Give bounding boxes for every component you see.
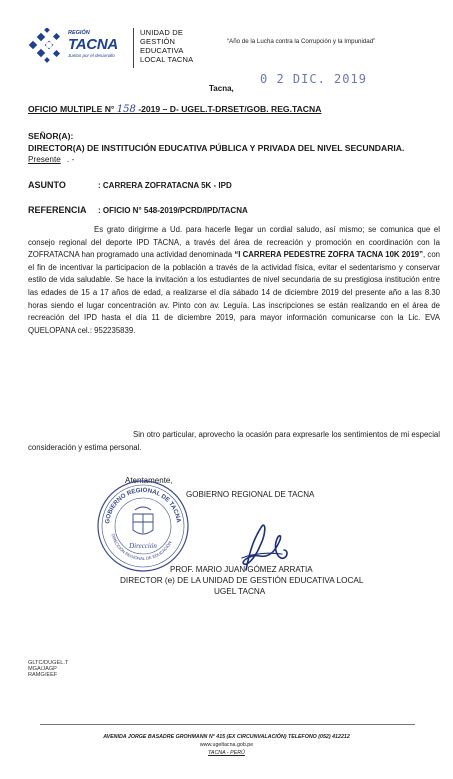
reference-initials-3: RAMG/EEF xyxy=(28,672,58,678)
unit-line-2: GESTIÓN xyxy=(140,37,176,46)
footer-address: AVENIDA JORGE BASADRE GROHMANN N° 415 (EX CIRCUNVALACIÓN) TELEFONO (052) 412212 xyxy=(103,734,350,740)
date-stamp: 0 2 DIC. 2019 xyxy=(260,72,367,86)
reference-initials-2: MGA/JAGP xyxy=(28,666,57,672)
footer-website: www.ugeltacna.gob.pe xyxy=(199,742,254,748)
referencia-label: REFERENCIA xyxy=(28,205,87,215)
unit-line-1: UNIDAD DE xyxy=(140,28,184,37)
reference-initials-1: GLTC/DUGEL.T xyxy=(28,660,69,666)
seal-center-text: Dirección xyxy=(129,542,157,550)
asunto-value: : CARRERA ZOFRATACNA 5K - IPD xyxy=(98,181,232,190)
event-name: “I CARRERA PEDESTRE ZOFRA TACNA 10K 2019” xyxy=(234,250,424,260)
oficio-number: 158 xyxy=(116,104,136,115)
signer-name: PROF. MARIO JUAN GÓMEZ ARRATIA xyxy=(170,565,313,574)
year-motto: “Año de la Lucha contra la Corrupción y la Impunidad” xyxy=(227,38,376,45)
oficio-prefix: OFICIO MULTIPLE N° xyxy=(28,104,115,114)
header-divider xyxy=(133,28,134,68)
signer-office: UGEL TACNA xyxy=(214,587,266,596)
gobierno-regional-label: GOBIERNO REGIONAL DE TACNA xyxy=(186,490,315,499)
signer-position: DIRECTOR (e) DE LA UNIDAD DE GESTIÓN EDUCATIVA LOCAL xyxy=(120,576,364,585)
footer-divider xyxy=(40,724,415,725)
body-paragraph xyxy=(28,224,440,337)
place-label: Tacna, xyxy=(209,84,234,93)
unit-line-4: LOCAL TACNA xyxy=(140,55,194,64)
logo-region-text: REGIÓN xyxy=(68,30,90,36)
oficio-suffix: -2019 – D- UGEL.T-DRSET/GOB. REG.TACNA xyxy=(138,104,322,114)
referencia-value: : OFICIO N° 548-2019/PCRD/IPD/TACNA xyxy=(98,206,248,215)
body-text-c: , con el fin de incentivar la participacion de la población a través de la actividad física, evitar el sedentarismo y conservar estilo de vida saludable. Se hace la invitación a los estudiantes de nivel secundaria de su prestigiosa institución entre las edades de 15 a 17 años de edad, a realizarse el día sábado 14 de diciembre 2019 del presente año a las 8.30 horas siendo el lugar concentración av. Pinto con av. Leguía. Las inscripciones se están realizando en el área de recreación del IPD hasta el día 11 de diciembre 2019, para mayor información comunicarse con la Lic. EVA QUELOPANA cel.: 952235839. xyxy=(28,250,440,335)
body-text-a: Es grato dirigirme a Ud. para hacerle llegar un cordial saludo, así mismo; se comunica que el consejo regional del deporte IPD TACNA, a través del área de recreación y promoción en coordinación con la ZOFRATACNA han programado una actividad denominada xyxy=(28,225,440,260)
asunto-label: ASUNTO xyxy=(28,180,66,190)
presente-label: Presente xyxy=(28,155,61,164)
closing-text: Sin otro particular, aprovecho la ocasión para expresarle los sentimientos de mi especial consideración y estima personal. xyxy=(28,430,440,452)
atentamente-label: Atentamente, xyxy=(125,476,173,485)
oficio-reference xyxy=(28,104,321,115)
closing-paragraph xyxy=(28,429,440,455)
official-seal-icon xyxy=(95,478,191,574)
logo-slogan-text: Juntos por el desarrollo xyxy=(68,53,115,58)
seal-bottom-text: DIRECCIÓN REGIONAL DE EDUCACIÓN xyxy=(110,533,173,562)
unit-line-3: EDUCATIVA xyxy=(140,46,184,55)
seal-top-text: GOBIERNO REGIONAL DE TACNA xyxy=(104,486,182,525)
presente-dash: . - xyxy=(67,155,75,164)
recipient-title: DIRECTOR(A) DE INSTITUCIÓN EDUCATIVA PÚBLICA Y PRIVADA DEL NIVEL SECUNDARIA. xyxy=(28,143,405,153)
footer-city: TACNA - PERÚ xyxy=(208,750,245,756)
recipient-salutation: SEÑOR(A): xyxy=(28,131,74,141)
logo-name-text: TACNA xyxy=(68,36,118,53)
